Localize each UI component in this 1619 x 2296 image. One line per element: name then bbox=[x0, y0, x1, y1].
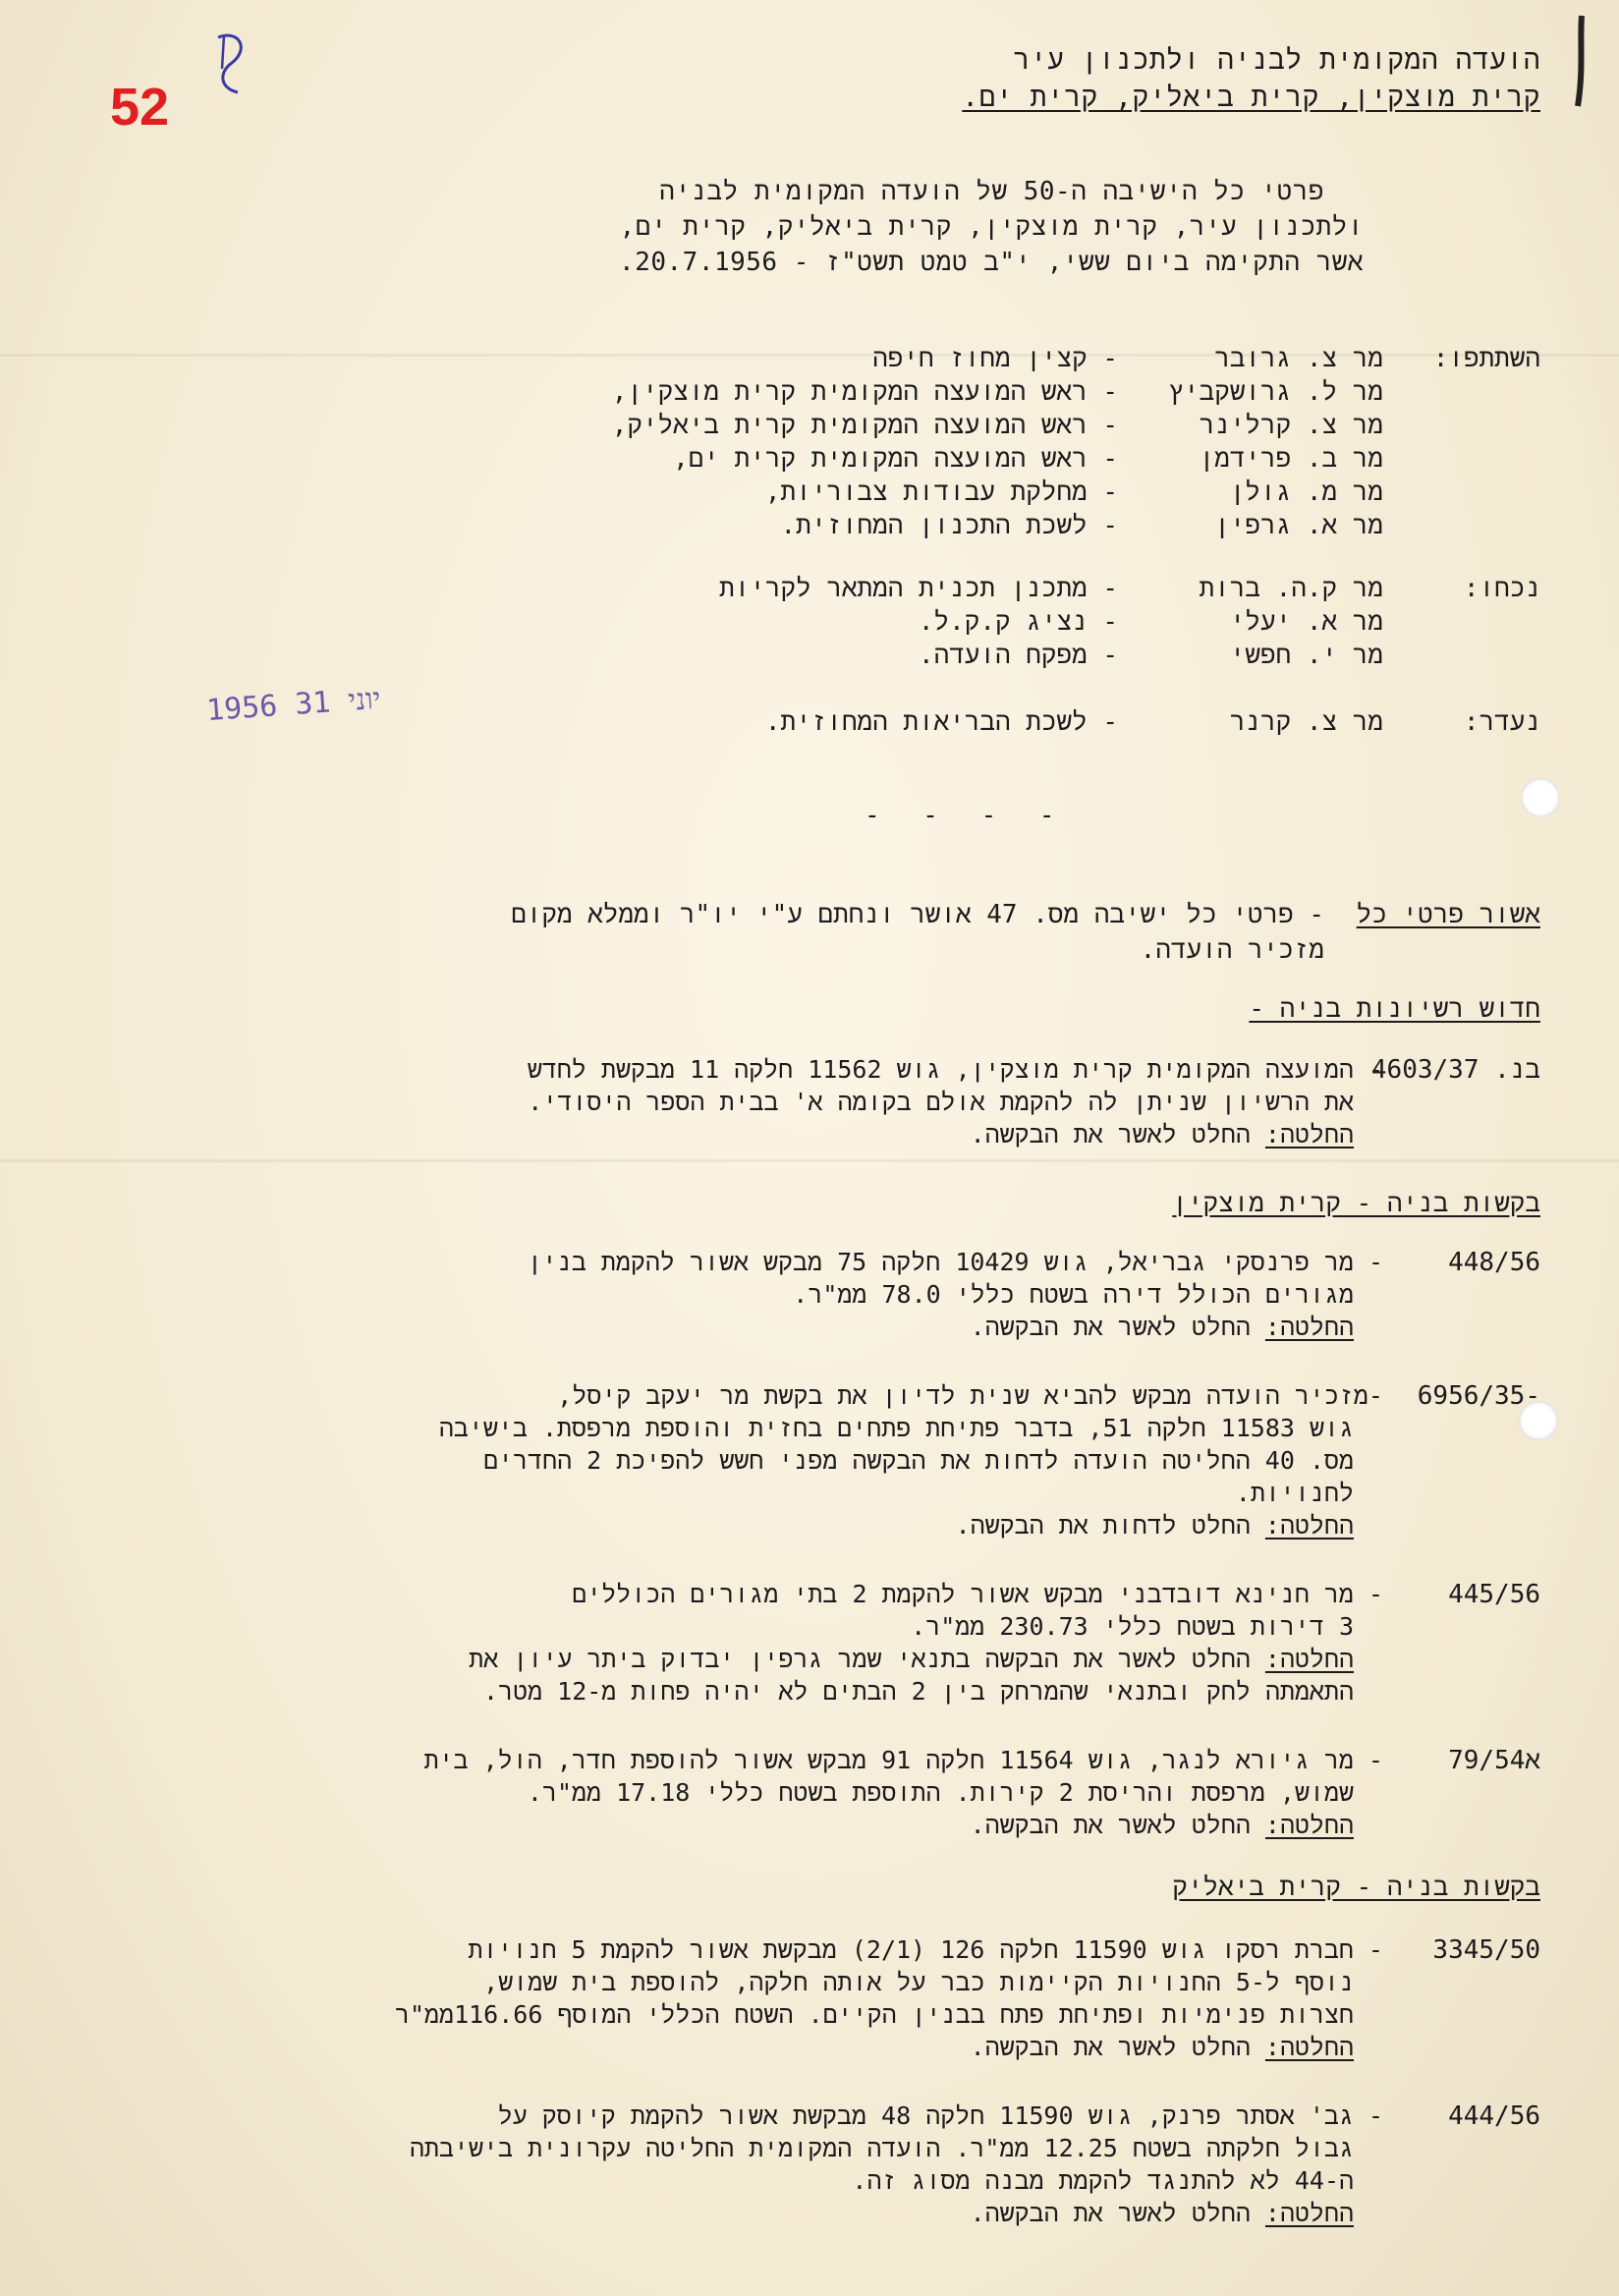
header-line-2: קרית מוצקין, קרית ביאליק, קרית ים. bbox=[962, 81, 1540, 113]
case-text-line: 3 דירות בשטח כללי 230.73 ממ"ר. bbox=[911, 1612, 1354, 1641]
case-id: 448/56 bbox=[1448, 1248, 1540, 1277]
case-text-line: - גב' אסתר פרנק, גוש 11590 חלקה 48 מבקשת אשור להקמת קיוסק על bbox=[497, 2101, 1383, 2130]
resolution-label: החלטה: bbox=[1264, 1120, 1354, 1148]
case-text-line: לחנויות. bbox=[1235, 1479, 1354, 1507]
resolution-label: החלטה: bbox=[1264, 2033, 1354, 2061]
page-number: 52 bbox=[110, 78, 170, 137]
fold-line bbox=[0, 1159, 1619, 1162]
attendee-name: מר מ. גולן bbox=[1229, 477, 1383, 507]
resolution-text: החלט לאשר את הבקשה. bbox=[970, 1811, 1265, 1839]
attendee-name: מר צ. גרובר bbox=[1214, 344, 1383, 373]
case-text-line: מגורים הכולל דירה בשטח כללי 78.0 ממ"ר. bbox=[793, 1280, 1354, 1309]
date-stamp: 1956 יוני 31 bbox=[204, 681, 382, 729]
resolution-label: החלטה: bbox=[1264, 1511, 1354, 1540]
attendee-role: - מתכנן תכנית המתאר לקריות bbox=[719, 574, 1118, 603]
case-text-line: חצרות פנימיות ופתיחת פתח בבנין הקיים. השטח הכללי המוסף 116.66ממ"ר bbox=[395, 2000, 1354, 2029]
approval-label: אשור פרטי כל bbox=[1356, 900, 1540, 929]
resolution-label: החלטה: bbox=[1264, 1811, 1354, 1839]
case-resolution bbox=[971, 1313, 1354, 1343]
section-motzkin-title: בקשות בניה - קרית מוצקין bbox=[1172, 1189, 1540, 1218]
attendee-role: - נציג ק.ק.ל. bbox=[918, 607, 1118, 637]
attendee-role: - לשכת התכנון המחוזית. bbox=[780, 511, 1118, 540]
case-resolution bbox=[971, 1120, 1354, 1150]
resolution-text: החלט לאשר את הבקשה. bbox=[970, 1120, 1265, 1148]
attendee-name: מר צ. קרלינר bbox=[1199, 411, 1383, 440]
attendee-name: מר צ. קרנר bbox=[1229, 707, 1383, 737]
attendee-role: - קצין מחוז חיפה bbox=[872, 344, 1118, 373]
case-text-line: - מר גיורא לנגר, גוש 11564 חלקה 91 מבקש אשור להוספת חדר, הול, בית bbox=[423, 1746, 1383, 1774]
approval-text-2: מזכיר הועדה. bbox=[1140, 935, 1324, 965]
attendee-name: מר ל. גרושקביץ bbox=[1168, 377, 1383, 407]
attendee-role: - ראש המועצה המקומית קרית מוצקין, bbox=[611, 377, 1118, 407]
case-text-line: נוסף ל-5 החנויות הקיימות כבר על אותה חלקה, להוספת בית שמוש, bbox=[483, 1968, 1354, 1996]
case-text-line: גוש 11583 חלקה 51, בדבר פתיחת פתחים בחזית והוספת מרפסת. בישיבה bbox=[438, 1414, 1354, 1442]
header-line-1: הועדה המקומית לבניה ולתכנון עיר bbox=[1013, 43, 1540, 76]
resolution-text: החלט לאשר את הבקשה. bbox=[970, 1313, 1265, 1341]
case-text-line: -מזכיר הועדה מבקש להביא שנית לדיון את בקשת מר יעקב קיסל, bbox=[557, 1381, 1383, 1410]
handwritten-mark-icon bbox=[210, 29, 253, 98]
attendee-role: - ראש המועצה המקומית קרית ים, bbox=[673, 444, 1118, 474]
handwritten-stroke-icon bbox=[1570, 12, 1593, 110]
attendee-role: - מפקח הועדה. bbox=[918, 641, 1118, 670]
present-label: נכחו: bbox=[1463, 574, 1540, 603]
case-id: 444/56 bbox=[1448, 2101, 1540, 2131]
intro-line-2: ולתכנון עיר, קרית מוצקין, קרית ביאליק, קרית ים, bbox=[619, 212, 1364, 242]
resolution-label: החלטה: bbox=[1264, 1645, 1354, 1673]
case-text-line: מס. 40 החליטה הועדה לדחות את הבקשה מפני חשש להפיכת 2 החדרים bbox=[483, 1446, 1354, 1475]
resolution-text: החלט לאשר את הבקשה. bbox=[970, 2199, 1265, 2227]
attendee-name: מר י. חפשי bbox=[1229, 641, 1383, 670]
resolution-label: החלטה: bbox=[1264, 2199, 1354, 2227]
attendee-name: מר א. גרפין bbox=[1214, 511, 1383, 540]
case-resolution bbox=[971, 2199, 1354, 2229]
resolution-extra: התאמתה לחק ובתנאי שהמרחק בין 2 הבתים לא יהיה פחות מ-12 מטר. bbox=[483, 1677, 1354, 1706]
case-resolution bbox=[469, 1645, 1354, 1675]
case-id: 3345/50 bbox=[1432, 1935, 1540, 1965]
case-text-line: שמוש, מרפסת והריסת 2 קירות. התוספת בשטח כללי 17.18 ממ"ר. bbox=[527, 1778, 1354, 1807]
renewal-title: חדוש רשיונות בניה - bbox=[1249, 994, 1540, 1024]
intro-line-3: אשר התקימה ביום ששי, י"ב טמט תשט"ז - 20.7.1956. bbox=[619, 248, 1364, 277]
attendee-name: מר ב. פרידמן bbox=[1199, 444, 1383, 474]
approval-text-1: - פרטי כל ישיבה מס. 47 אושר ונחתם ע"י יו"ר וממלא מקום bbox=[511, 900, 1324, 929]
case-text-line: ה-44 לא להתנגד להקמת מבנה מסוג זה. bbox=[852, 2166, 1354, 2195]
resolution-text: החלט לדחות את הבקשה. bbox=[955, 1511, 1265, 1540]
resolution-text: החלט לאשר את הבקשה. bbox=[970, 2033, 1265, 2061]
section-bialik-title: בקשות בניה - קרית ביאליק bbox=[1172, 1873, 1540, 1902]
case-text-line: את הרשיון שניתן לה להקמת אולם בקומה א' בבית הספר היסודי. bbox=[528, 1088, 1354, 1116]
participants-label: השתתפו: bbox=[1432, 344, 1540, 373]
case-resolution bbox=[971, 2033, 1354, 2063]
punch-hole bbox=[1521, 778, 1560, 817]
attendee-role: - ראש המועצה המקומית קרית ביאליק, bbox=[611, 411, 1118, 440]
separator: - - - - bbox=[865, 801, 1069, 830]
case-text-line: - מר פרנסקי גבריאל, גוש 10429 חלקה 75 מבקש אשור להקמת בנין bbox=[527, 1248, 1383, 1276]
case-id: 79/54א bbox=[1448, 1746, 1540, 1775]
case-resolution bbox=[956, 1511, 1354, 1541]
resolution-text: החלט לאשר את הבקשה בתנאי שמר גרפין יבדוק ביתר עיון את bbox=[469, 1645, 1265, 1673]
attendee-role: - מחלקת עבודות צבוריות, bbox=[764, 477, 1118, 507]
case-text-line: - חברת רסקו גוש 11590 חלקה 126 (2/1) מבקשת אשור להקמת 5 חנויות bbox=[468, 1935, 1383, 1964]
attendee-role: - לשכת הבריאות המחוזית. bbox=[764, 707, 1118, 737]
attendee-name: מר ק.ה. ברות bbox=[1199, 574, 1383, 603]
resolution-label: החלטה: bbox=[1264, 1313, 1354, 1341]
case-text-line: - מר חנינא דובדבני מבקש אשור להקמת 2 בתי מגורים הכוללים bbox=[572, 1580, 1383, 1608]
case-resolution bbox=[971, 1811, 1354, 1841]
case-text-line: גבול חלקתה בשטח 12.25 ממ"ר. הועדה המקומית החליטה עקרונית בישיבתה bbox=[410, 2134, 1354, 2162]
case-text-line: - המועצה המקומית קרית מוצקין, גוש 11562 חלקה 11 מבקשת לחדש bbox=[527, 1055, 1383, 1084]
intro-line-1: פרטי כל הישיבה ה-50 של הועדה המקומית לבניה bbox=[659, 177, 1324, 206]
absent-label: נעדר: bbox=[1463, 707, 1540, 737]
case-id: 445/56 bbox=[1448, 1580, 1540, 1609]
case-id: בנ. 4603/37 bbox=[1370, 1055, 1540, 1085]
case-id: 6956/35- bbox=[1417, 1381, 1540, 1411]
attendee-name: מר א. יעלי bbox=[1229, 607, 1383, 637]
